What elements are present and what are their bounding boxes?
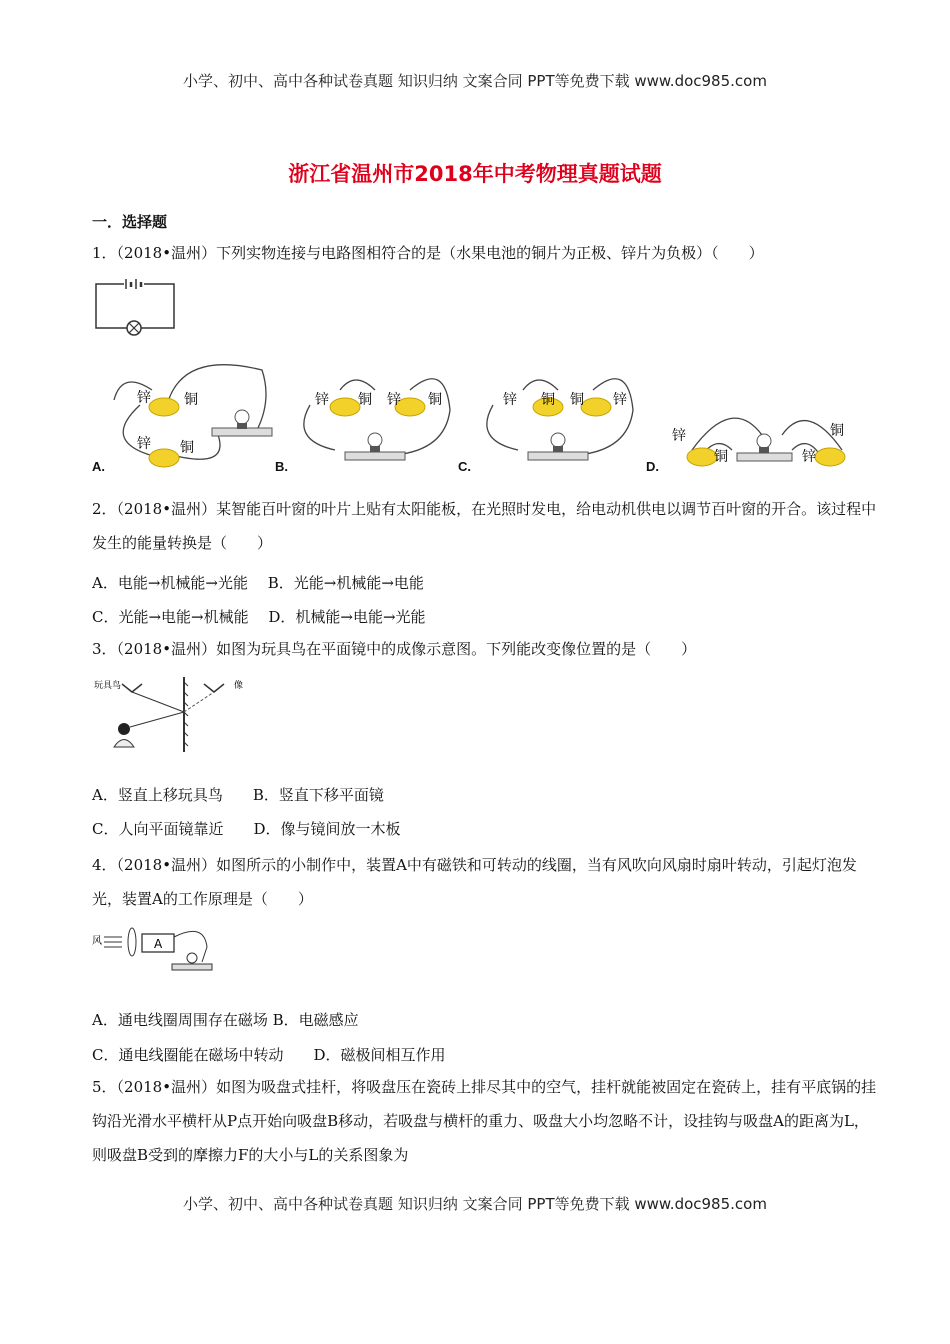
q1-figure-c (458, 360, 638, 475)
question-2-options-row-2: C．光能→电能→机械能 D．机械能→电能→光能 (92, 608, 426, 626)
question-4-stem: 4．（2018•温州）如图所示的小制作中，装置A中有磁铁和可转动的线圈，当有风吹向风扇时扇叶转动，引起灯泡发光，装置A的工作原理是（ ） (92, 856, 857, 908)
zinc-electrode-label: 锌 (503, 392, 517, 408)
copper-electrode-label: 铜 (428, 392, 442, 408)
zinc-electrode-label: 锌 (802, 449, 816, 465)
q1-option-d-label: D. (646, 459, 659, 474)
section-heading: 一．选择题 (92, 213, 168, 231)
question-2-stem: 2．（2018•温州）某智能百叶窗的叶片上贴有太阳能板，在光照时发电，给电动机供电以调节百叶窗的开合。该过程中发生的能量转换是（ ） (92, 500, 877, 552)
q4-device-a-label: A (154, 937, 163, 951)
question-4-options-row-1: A．通电线圈周围存在磁场 B．电磁感应 (92, 1011, 359, 1029)
copper-electrode-label: 铜 (358, 392, 372, 408)
question-1-stem: 1．（2018•温州）下列实物连接与电路图相符合的是（水果电池的铜片为正极、锌片为负极）（ ） (92, 244, 764, 262)
copper-electrode-label: 铜 (180, 440, 194, 456)
q1-figure-d (642, 395, 857, 475)
q1-option-b-label: B. (275, 459, 288, 474)
q3-image-label: 像 (234, 681, 244, 691)
zinc-electrode-label: 锌 (137, 436, 151, 452)
question-5-stem: 5．（2018•温州）如图为吸盘式挂杆，将吸盘压在瓷砖上排尽其中的空气，挂杆就能被固定在瓷砖上，挂有平底锅的挂钩沿光滑水平横杆从P点开始向吸盘B移动，若吸盘与横杆的重力、吸盘大小均忽略不计，设挂钩与吸盘A的距离为L，则吸盘B受到的摩擦力F的大小与L的关系图象为 (92, 1078, 877, 1164)
question-3-options-row-2: C．人向平面镜靠近 D．像与镜间放一木板 (92, 820, 401, 838)
question-2-options-row-1: A．电能→机械能→光能 B．光能→机械能→电能 (92, 574, 424, 592)
q3-mirror-figure (92, 672, 242, 757)
copper-electrode-label: 铜 (541, 392, 555, 408)
copper-electrode-label: 铜 (184, 392, 198, 408)
question-3-stem: 3．（2018•温州）如图为玩具鸟在平面镜中的成像示意图。下列能改变像位置的是（ ） (92, 640, 697, 658)
zinc-electrode-label: 锌 (315, 392, 329, 408)
q1-figure-b (275, 360, 455, 475)
question-3-options-row-1: A．竖直上移玩具鸟 B．竖直下移平面镜 (92, 786, 384, 804)
zinc-electrode-label: 锌 (387, 392, 401, 408)
q1-figure-a (92, 360, 282, 475)
q4-wind-label: 风 (92, 936, 102, 947)
q4-generator-figure (92, 922, 217, 974)
zinc-electrode-label: 锌 (137, 390, 151, 406)
zinc-electrode-label: 锌 (613, 392, 627, 408)
copper-electrode-label: 铜 (830, 423, 844, 439)
q3-bird-label: 玩具鸟 (94, 681, 122, 691)
q1-option-a-label: A. (92, 459, 105, 474)
page-title: 浙江省温州市2018年中考物理真题试题 (288, 162, 662, 186)
copper-electrode-label: 铜 (570, 392, 584, 408)
page-header: 小学、初中、高中各种试卷真题 知识归纳 文案合同 PPT等免费下载 www.doc985.com (183, 72, 767, 90)
circuit-diagram (92, 276, 182, 336)
page-footer: 小学、初中、高中各种试卷真题 知识归纳 文案合同 PPT等免费下载 www.doc985.com (183, 1195, 767, 1213)
question-4-options-row-2: C．通电线圈能在磁场中转动 D．磁极间相互作用 (92, 1046, 446, 1064)
zinc-electrode-label: 锌 (672, 428, 686, 444)
copper-electrode-label: 铜 (714, 449, 728, 465)
q1-option-c-label: C. (458, 459, 471, 474)
